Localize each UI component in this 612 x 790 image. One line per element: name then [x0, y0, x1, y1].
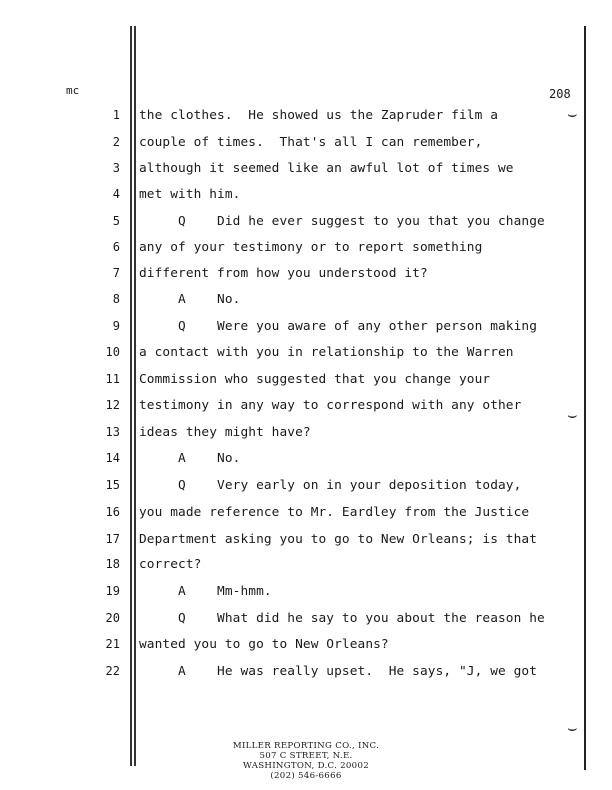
transcript-line: A Mm-hmm. [139, 584, 272, 599]
transcript-line: A No. [139, 292, 241, 307]
footer-street: 507 C STREET, N.E. [259, 751, 353, 761]
line-number: 4 [112, 187, 120, 201]
line-number: 1 [112, 108, 120, 122]
footer-company: MILLER REPORTING CO., INC. [232, 741, 380, 751]
line-number: 12 [105, 398, 120, 412]
transcript-line: Department asking you to go to New Orleans; is that [139, 532, 538, 547]
line-number: 15 [105, 478, 120, 492]
transcript-line: testimony in any way to correspond with any other [139, 398, 522, 413]
line-number: 17 [105, 532, 120, 546]
reporter-footer [0, 741, 612, 781]
line-number: 16 [105, 505, 120, 519]
line-number: 11 [105, 372, 120, 386]
page-number: 208 [549, 87, 571, 101]
transcript-line: a contact with you in relationship to the Warren [139, 345, 514, 360]
line-number: 21 [105, 637, 120, 651]
transcript-line: different from how you understood it? [139, 266, 428, 281]
line-number: 8 [112, 292, 120, 306]
transcript-line: Commission who suggested that you change your [139, 372, 491, 387]
transcript-line: correct? [139, 557, 202, 572]
transcript-line: although it seemed like an awful lot of times we [139, 161, 514, 176]
transcript-line: wanted you to go to New Orleans? [139, 637, 389, 652]
transcript-line: ideas they might have? [139, 425, 311, 440]
line-number: 9 [112, 319, 120, 333]
left-margin-rule-inner [134, 26, 136, 766]
transcript-line: met with him. [139, 187, 241, 202]
transcript-line: couple of times. That's all I can remember, [139, 135, 483, 150]
right-margin-tick: ⌣ [567, 104, 578, 123]
transcript-line: Q Were you aware of any other person making [139, 319, 538, 334]
transcript-line: Q Very early on in your deposition today, [139, 478, 522, 493]
transcript-line: you made reference to Mr. Eardley from the Justice [139, 505, 530, 520]
right-margin-tick: ⌣ [567, 718, 578, 737]
transcript-line: Q Did he ever suggest to you that you change [139, 214, 545, 229]
line-number: 10 [105, 345, 120, 359]
line-number: 5 [112, 214, 120, 228]
line-number: 2 [112, 135, 120, 149]
line-number: 6 [112, 240, 120, 254]
line-number: 14 [105, 451, 120, 465]
line-number: 18 [105, 557, 120, 571]
right-margin-rule [584, 26, 586, 770]
line-number: 19 [105, 584, 120, 598]
right-margin-tick: ⌣ [567, 405, 578, 424]
transcript-line: any of your testimony or to report something [139, 240, 483, 255]
transcript-line: A He was really upset. He says, "J, we got [139, 664, 538, 679]
line-number: 7 [112, 266, 120, 280]
line-number: 22 [105, 664, 120, 678]
reporter-initials: mc [66, 84, 80, 97]
line-number: 20 [105, 611, 120, 625]
line-number: 13 [105, 425, 120, 439]
left-margin-rule [130, 26, 132, 766]
footer-phone: (202) 546-6666 [270, 771, 342, 781]
line-number: 3 [112, 161, 120, 175]
transcript-line: Q What did he say to you about the reason he [139, 611, 545, 626]
transcript-line: A No. [139, 451, 241, 466]
transcript-line: the clothes. He showed us the Zapruder film a [139, 108, 499, 123]
footer-city: WASHINGTON, D.C. 20002 [243, 761, 369, 771]
